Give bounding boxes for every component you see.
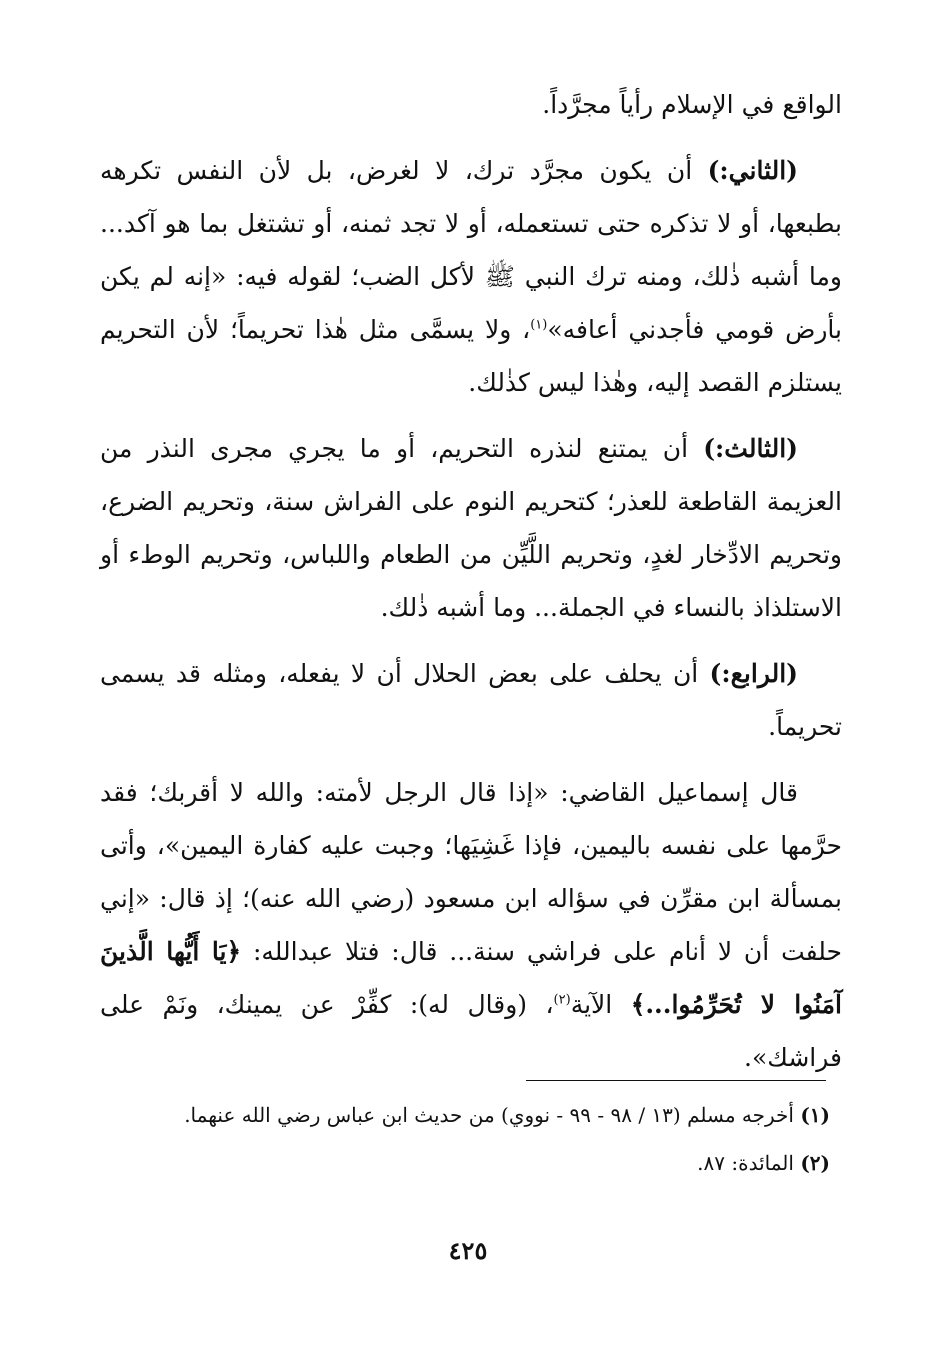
- section-label-fourth: (الرابع:): [709, 659, 798, 688]
- paragraph-text: أن يكون مجرَّد ترك، لا لغرض، بل لأن النفس تكرهه بطبعها، أو لا تذكره حتى تستعمله، أو لا تجد ثمنه، أو تشتغل بما هو آكد... وما أشبه ذٰلك، ومنه ترك النبي ﷺ لأكل الضب؛ لقوله فيه: «إنه لم يكن بأرض قومي فأجدني أعافه»: [100, 156, 842, 344]
- paragraph-continuation: [100, 78, 842, 131]
- footnotes: [100, 1093, 830, 1189]
- footnote-number: (١): [800, 1103, 830, 1127]
- paragraph-second: [100, 144, 842, 409]
- footnote-number: (٢): [800, 1151, 830, 1175]
- footnote-text: المائدة: ٨٧.: [697, 1151, 801, 1175]
- paragraph-text: الواقع في الإسلام رأياً مجرَّداً.: [542, 90, 842, 119]
- footnote-divider: [526, 1080, 826, 1081]
- paragraph-fourth: [100, 647, 842, 753]
- paragraph-text: قال إسماعيل القاضي: «إذا قال الرجل لأمته: والله لا أقربك؛ فقد حرَّمها على نفسه باليمين، فإذا غَشِيَها؛ وجبت عليه كفارة اليمين»، وأتى بمسألة ابن مقرِّن في سؤاله ابن مسعود (رضي الله عنه)؛ إذ قال: «إني حلفت أن لا أنام على فراشي سنة... قال: فتلا عبدالله:: [100, 778, 843, 966]
- paragraph-text: أن يحلف على بعض الحلال أن لا يفعله، ومثله قد يسمى تحريماً.: [100, 659, 842, 741]
- footnote-ref: (١): [530, 317, 548, 333]
- section-label-second: (الثاني:): [707, 156, 798, 185]
- footnote-text: أخرجه مسلم (١٣ / ٩٨ - ٩٩ - نووي) من حديث ابن عباس رضي الله عنهما.: [184, 1103, 801, 1127]
- paragraph-text: أن يمتنع لنذره التحريم، أو ما يجري مجرى النذر من العزيمة القاطعة للعذر؛ كتحريم النوم على الفراش سنة، وتحريم الضرع، وتحريم الادِّخار لغدٍ، وتحريم اللَّيِّن من الطعام واللباس، وتحريم الوطء أو الاستلذاذ بالنساء في الجملة... وما أشبه ذٰلك.: [100, 434, 842, 622]
- paragraph-text: الآية: [570, 990, 631, 1019]
- page-body: [100, 78, 842, 1097]
- paragraph-quote: [100, 766, 842, 1084]
- footnote-ref: (٢): [553, 992, 571, 1008]
- paragraph-text: ، (وقال له): كفِّرْ عن يمينك، ونَمْ على فراشك».: [100, 990, 842, 1072]
- paragraph-text: ، ولا يسمَّى مثل هٰذا تحريماً؛ لأن التحريم يستلزم القصد إليه، وهٰذا ليس كذٰلك.: [100, 315, 842, 397]
- footnote-2: [100, 1141, 830, 1185]
- footnote-1: [100, 1093, 830, 1137]
- quran-verse: ﴿يَا أَيُّها الَّذينَ آمَنُوا لا تُحَرِّمُوا...﴾: [100, 937, 843, 1019]
- page-number: ٤٢٥: [448, 1236, 488, 1265]
- section-label-third: (الثالث:): [703, 434, 798, 463]
- paragraph-third: [100, 422, 842, 634]
